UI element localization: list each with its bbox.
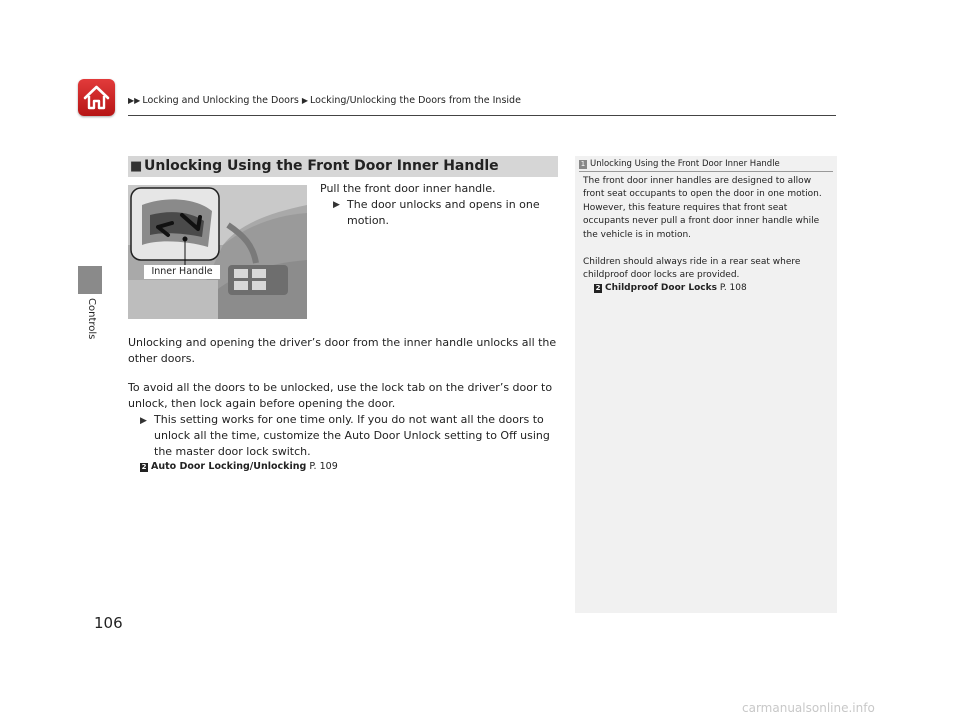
- section-title: Unlocking Using the Front Door Inner Handle: [144, 158, 499, 174]
- header-divider: [128, 115, 836, 116]
- breadcrumb-item-doors[interactable]: Locking and Unlocking the Doors: [142, 95, 299, 106]
- watermark: carmanualsonline.info: [742, 701, 875, 715]
- triangle-right-icon: ▶: [301, 96, 309, 105]
- xref-page: P. 109: [309, 461, 338, 472]
- section-header: [128, 156, 558, 177]
- page-number: 106: [94, 614, 123, 632]
- home-icon: [78, 79, 115, 116]
- triangle-right-icon: ▶: [140, 416, 147, 426]
- note-icon: 1: [580, 160, 586, 168]
- info-divider: [579, 171, 833, 172]
- xref-page: P. 108: [719, 283, 747, 293]
- breadcrumb-item-inside[interactable]: Locking/Unlocking the Doors from the Inside: [310, 95, 521, 106]
- step-result-text: The door unlocks and opens in one motion.: [347, 198, 540, 227]
- sidebar-tab: [78, 266, 102, 294]
- sidebar-label: Controls: [86, 298, 97, 340]
- step-instruction: Pull the front door inner handle.: [320, 182, 496, 195]
- xref-title: Auto Door Locking/Unlocking: [151, 461, 307, 472]
- triangle-right-icon: ▶▶: [128, 96, 141, 105]
- inner-handle-callout: Inner Handle: [144, 265, 220, 279]
- door-handle-illustration: [128, 185, 307, 319]
- page-reference-icon: 2: [141, 463, 147, 471]
- xref-auto-door-locking[interactable]: [140, 461, 338, 472]
- breadcrumb: [128, 95, 521, 106]
- info-title-text: Unlocking Using the Front Door Inner Handle: [590, 159, 780, 169]
- home-button[interactable]: [78, 79, 115, 116]
- xref-childproof-locks[interactable]: [594, 283, 747, 293]
- setting-note-text: This setting works for one time only. If you do not want all the doors to unlock all the time, customize the Auto Door Unlock setting to Off using the master door lock switch.: [154, 413, 550, 458]
- body-paragraph-1: Unlocking and opening the driver’s door from the inner handle unlocks all the other doors.: [128, 336, 557, 365]
- square-bullet-icon: ■: [130, 159, 143, 174]
- info-sidebar: [575, 156, 837, 613]
- info-title: [579, 159, 780, 169]
- setting-note: [140, 412, 560, 460]
- xref-title: Childproof Door Locks: [605, 283, 717, 293]
- info-paragraph-1: The front door inner handles are designed to allow front seat occupants to open the door in one motion. However, this feature requires that front seat occupants never pull a front door inner handle while the vehicle is in motion.: [583, 176, 822, 240]
- step-result: [333, 197, 543, 228]
- body-paragraph-2: To avoid all the doors to be unlocked, use the lock tab on the driver’s door to unlock, then lock again before opening the door.: [128, 381, 553, 410]
- info-paragraph-2: Children should always ride in a rear seat where childproof door locks are provided.: [583, 257, 801, 281]
- triangle-right-icon: ▶: [333, 200, 340, 210]
- page-reference-icon: 2: [595, 284, 601, 292]
